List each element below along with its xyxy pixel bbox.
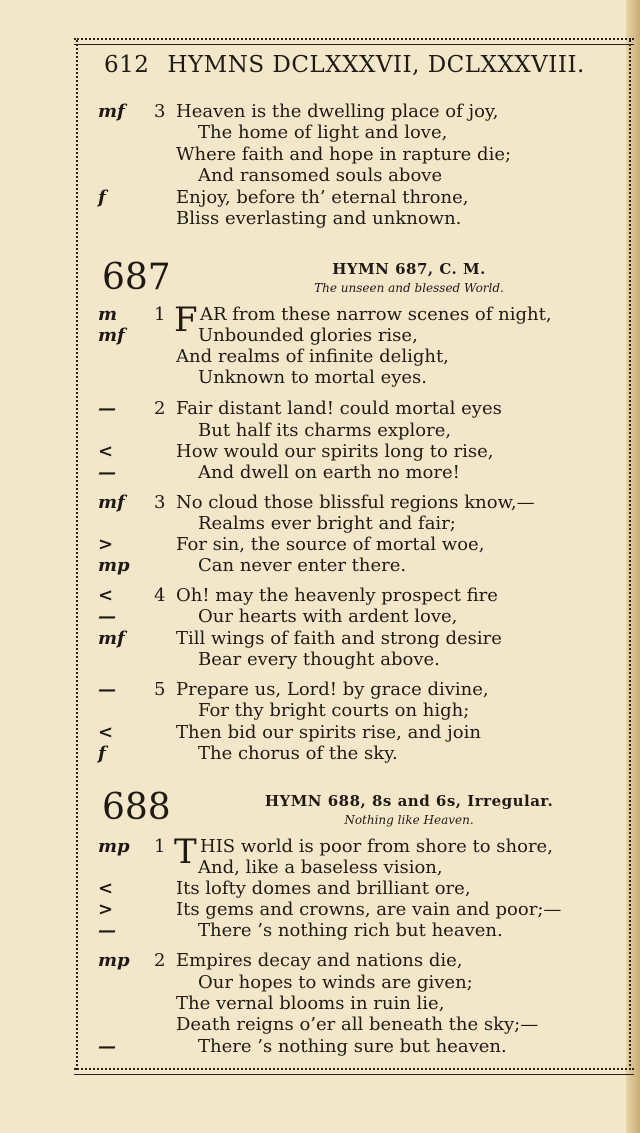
verse-text: Death reigns o’er all beneath the sky;—: [176, 1014, 539, 1035]
verse-text: Its gems and crowns, are vain and poor;—: [176, 899, 562, 920]
dynamic-mark: mf: [98, 325, 125, 346]
verse-line: [74, 346, 614, 368]
verse-number: 1: [154, 836, 166, 857]
dynamic-mark: —: [98, 679, 116, 700]
verse-number: 4: [154, 585, 166, 606]
dynamic-mark: <: [98, 441, 114, 462]
verse-text: Oh! may the heavenly prospect fire: [176, 585, 498, 606]
verse-text: Enjoy, before th’ eternal throne,: [176, 187, 469, 208]
hymn-688-subtitle: Nothing like Heaven.: [344, 813, 474, 827]
verse-line: [74, 367, 614, 389]
verse-text: Our hopes to winds are given;: [198, 972, 473, 993]
border-bottom: [74, 1068, 634, 1075]
verse-text: And realms of infinite delight,: [176, 346, 449, 367]
verse-text: For sin, the source of mortal woe,: [176, 534, 485, 555]
verse-line: [74, 993, 614, 1015]
verse-number: 3: [154, 101, 166, 122]
verse-text: Our hearts with ardent love,: [198, 606, 458, 627]
border-top: [74, 38, 634, 45]
verse-text: No cloud those blissful regions know,—: [176, 492, 535, 513]
verse-text: Its lofty domes and brilliant ore,: [176, 878, 471, 899]
dynamic-mark: f: [98, 743, 106, 764]
verse-line: [74, 144, 614, 166]
page-frame: [74, 36, 634, 1076]
hymn-688-number: 688: [102, 787, 171, 828]
dynamic-mark: mp: [98, 555, 130, 576]
verse-line: [74, 950, 614, 972]
verse-number: 2: [154, 398, 166, 419]
verse-text: Till wings of faith and strong desire: [176, 628, 502, 649]
verse-line: [74, 441, 614, 463]
verse-line: [74, 513, 614, 535]
dynamic-mark: mp: [98, 836, 130, 857]
verse-line: [74, 1014, 614, 1036]
verse-text: And, like a baseless vision,: [198, 857, 443, 878]
verse-line: [74, 420, 614, 442]
verse-text: And dwell on earth no more!: [198, 462, 460, 483]
verse-text: There ’s nothing rich but heaven.: [198, 920, 503, 941]
verse-text: For thy bright courts on high;: [198, 700, 470, 721]
verse-text: Heaven is the dwelling place of joy,: [176, 101, 499, 122]
verse-line: [74, 972, 614, 994]
dynamic-mark: —: [98, 1036, 116, 1057]
verse-line: [74, 101, 614, 123]
verse-text: Unbounded glories rise,: [198, 325, 418, 346]
verse-line: [74, 920, 614, 942]
dynamic-mark: mf: [98, 101, 125, 122]
running-title: HYMNS DCLXXXVII, DCLXXXVIII.: [167, 52, 585, 78]
verse-text: Bliss everlasting and unknown.: [176, 208, 462, 229]
verse-text: AR from these narrow scenes of night,: [200, 304, 552, 325]
verse-text: The home of light and love,: [198, 122, 448, 143]
verse-text: Prepare us, Lord! by grace divine,: [176, 679, 489, 700]
dynamic-mark: mf: [98, 628, 125, 649]
verse-line: [74, 899, 614, 921]
verse-line: [74, 649, 614, 671]
verse-line: [74, 606, 614, 628]
dynamic-mark: <: [98, 585, 114, 606]
verse-text: Unknown to mortal eyes.: [198, 367, 427, 388]
verse-line: [74, 165, 614, 187]
hymn-688-title: HYMN 688, 8s and 6s, Irregular.: [264, 792, 554, 810]
verse-line: [74, 492, 614, 514]
verse-number: 2: [154, 950, 166, 971]
border-right: [629, 40, 634, 1070]
dynamic-mark: mf: [98, 492, 125, 513]
verse-line: [74, 722, 614, 744]
dynamic-mark: —: [98, 920, 116, 941]
verse-text: Then bid our spirits rise, and join: [176, 722, 481, 743]
dynamic-mark: —: [98, 606, 116, 627]
verse-line: [74, 534, 614, 556]
verse-line: [74, 208, 614, 230]
hymn-687-title: HYMN 687, C. M.: [332, 260, 486, 278]
hymn-687-number: 687: [102, 257, 171, 298]
verse-line: [74, 628, 614, 650]
verse-text: The chorus of the sky.: [198, 743, 398, 764]
verse-line: [74, 187, 614, 209]
dynamic-mark: —: [98, 398, 116, 419]
verse-text: HIS world is poor from shore to shore,: [200, 836, 553, 857]
verse-text: The vernal blooms in ruin lie,: [176, 993, 445, 1014]
verse-line: [74, 462, 614, 484]
verse-text: But half its charms explore,: [198, 420, 452, 441]
dynamic-mark: mp: [98, 950, 130, 971]
verse-text: There ’s nothing sure but heaven.: [198, 1036, 507, 1057]
page-number: 612: [104, 52, 150, 78]
verse-text: Bear every thought above.: [198, 649, 440, 670]
verse-text: Realms ever bright and fair;: [198, 513, 456, 534]
verse-text: And ransomed souls above: [198, 165, 443, 186]
verse-line: [74, 878, 614, 900]
verse-line: [74, 585, 614, 607]
dynamic-mark: m: [98, 304, 118, 325]
dynamic-mark: <: [98, 722, 114, 743]
verse-text: Fair distant land! could mortal eyes: [176, 398, 502, 419]
verse-line: [74, 1036, 614, 1058]
verse-text: Empires decay and nations die,: [176, 950, 463, 971]
verse-text: Where faith and hope in rapture die;: [176, 144, 512, 165]
verse-line: [74, 700, 614, 722]
dynamic-mark: —: [98, 462, 116, 483]
hymn-687-dropcap: F: [174, 300, 198, 340]
verse-line: [74, 122, 614, 144]
verse-line: [74, 555, 614, 577]
verse-line: [74, 857, 614, 879]
verse-text: How would our spirits long to rise,: [176, 441, 494, 462]
dynamic-mark: <: [98, 878, 114, 899]
verse-line: [74, 743, 614, 765]
dynamic-mark: f: [98, 187, 106, 208]
verse-line: [74, 836, 614, 858]
hymn-688-dropcap: T: [174, 832, 197, 872]
verse-line: [74, 679, 614, 701]
dynamic-mark: >: [98, 534, 114, 555]
dynamic-mark: >: [98, 899, 114, 920]
verse-number: 1: [154, 304, 166, 325]
verse-number: 3: [154, 492, 166, 513]
running-header: [104, 52, 604, 78]
verse-line: [74, 304, 614, 326]
hymn-687-subtitle: The unseen and blessed World.: [314, 281, 504, 295]
verse-text: Can never enter there.: [198, 555, 407, 576]
verse-number: 5: [154, 679, 166, 700]
verse-line: [74, 398, 614, 420]
verse-line: [74, 325, 614, 347]
